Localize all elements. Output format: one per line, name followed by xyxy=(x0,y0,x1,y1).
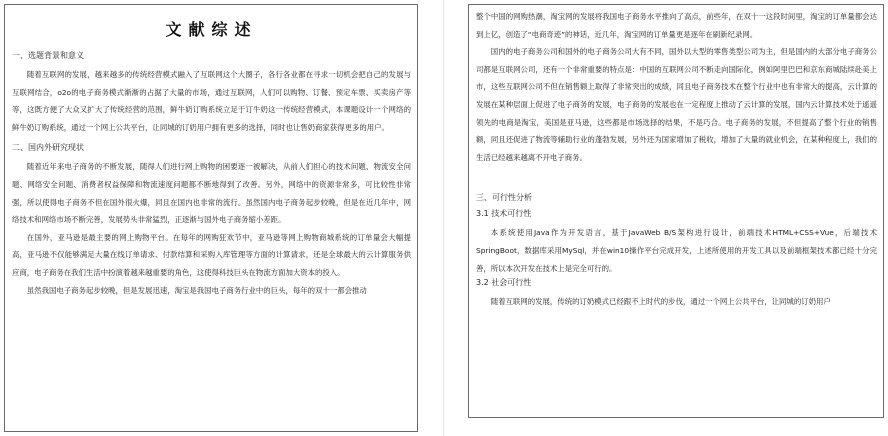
paragraph-technical-feasibility: 本系统使用Java作为开发语言，基于JavaWeb B/S架构进行设计，前端技术HTML+CSS+Vue，后端技术SpringBoot，数据库采用MySql，并在win10操作平台完成开发，上述所使用的开发工具以及前端框架技术都已经十分完善，所以本次开发在技术上是完全可行的。 xyxy=(476,228,877,273)
paragraph-research-1: 随着近年来电子商务的不断发展，随得人们进行网上购物的困要逐一被解决，从前人们担心的技术问题、物流安全问题、网络安全问题、消费者权益保障和物流速度问题都不断地得到了改善。另外，网络中的资源非常多，可比较性非常强，所以使得电子商务不但在国外很火爆，同且在国内也非常的流行。虽然国内电子商务起步较晚，但是在近几年中，网络技术和网络市场不断完善，发展势头非常猛烈，正逐渐与国外电子商务缩小差距。 xyxy=(12,162,411,225)
section-heading-feasibility: 三、可行性分析 xyxy=(476,193,532,203)
paragraph-social-feasibility: 随着互联网的发展，传统的订奶模式已经跟不上时代的步伐，通过一个网上公共平台，让同城的订奶用户 xyxy=(490,297,831,307)
document-page-right xyxy=(468,4,884,418)
page-gap-divider xyxy=(443,0,444,436)
paragraph-continued: 整个中国的网购热潮，淘宝网的发展将我国电子商务水平推向了高点，前些年，在双十一这段时间里，淘宝的订单量都会达到上亿，创造了“电商奇迹”的神话，近几年，淘宝网的订单量更是逐年在刷新纪录网。 xyxy=(476,12,877,39)
subsection-heading-social: 3.2 社会可行性 xyxy=(476,278,532,288)
document-page-left xyxy=(4,4,418,432)
paragraph-domestic-foreign: 国内的电子商务公司和国外的电子商务公司大有不同，国外以大型的零售类型公司为主，但是国内的大部分电子商务公司都是互联网公司，还有一个非常重要的特点是：中国的互联网公司不断走向国际化，例如阿里巴巴和京东商城陆续赴美上市，这些互联网公司不但在销售额上取得了非常突出的成绩，同且电子商务技术在整个行业中也有非常大的提高，云计算的发展在某种层面上促进了电子商务的发展，电子商务的发展也在一定程度上推动了云计算的发展，国内云计算技术处于遥遥领先的电商是淘宝，美国是亚马逊，这些都是市场选择的结果，不是巧合。电子商务的发展，不但提高了整个行业的销售额，同且还促进了物流等辅助行业的蓬勃发展，另外还为国家增加了税收，增加了大量的就业机会，在某种程度上，我们的生活已经越来越离不开电子商务。 xyxy=(476,47,877,162)
paragraph-research-3: 虽然我国电子商务起步较晚，但是发展迅速，淘宝是我国电子商务行业中的巨头，每年的双十一都会推动 xyxy=(26,285,367,295)
document-title: 文献综述 xyxy=(165,20,258,39)
paragraph-research-2: 在国外，亚马逊是最主要的网上购物平台。在每年的网购狂欢节中，亚马逊等网上购物商城系统的订单量会大幅提高，亚马逊不仅能够满足大量在线订单请求、付款结算和采购入库管理等方面的计算请求，还是全球最大的云计算服务供应商，电子商务在我们生活中扮演着越来越重要的角色，这使得科技巨头在物流方面加大资本的投入。 xyxy=(12,232,411,277)
paragraph-background: 随着互联网的发展，越来越多的传统经营模式融入了互联网这个大圈子，各行各业都在寻求一切机会把自己的发展与互联网结合，o2o的电子商务模式渐渐的占据了大量的市场，通过互联网，人们可以购物、订餐、预定车票、买卖房产等等，这既方便了大众又扩大了传统经营的范围，鲜牛奶订购系统立足于订牛奶这一传统经营模式，本课题设计一个网络的鲜牛奶订购系统，通过一个网上公共平台，让同城的订奶用户拥有更多的选择，同时也让售奶商家获得更多的用户。 xyxy=(12,70,411,132)
section-heading-background: 一、选题背景和意义 xyxy=(12,51,84,60)
section-heading-research-status: 二、国内外研究现状 xyxy=(12,143,84,153)
subsection-heading-technical: 3.1 技术可行性 xyxy=(476,209,532,219)
